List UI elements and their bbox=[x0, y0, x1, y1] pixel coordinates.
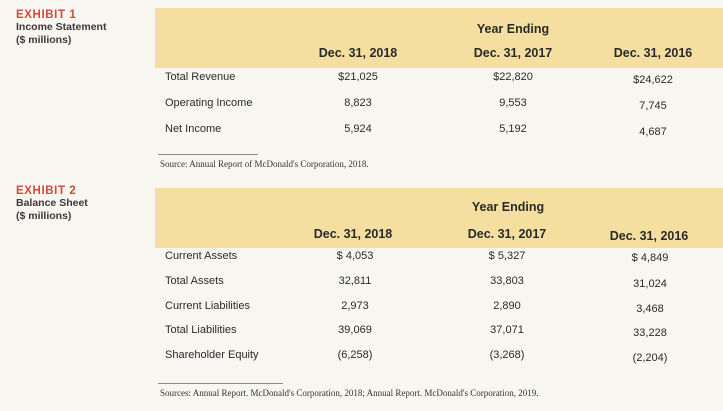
cell-2017: $22,820 bbox=[493, 71, 533, 83]
cell-2018: 5,924 bbox=[344, 123, 372, 135]
source-divider bbox=[158, 154, 258, 155]
table-row bbox=[165, 71, 723, 89]
exhibit-1-col-2017: Dec. 31, 2017 bbox=[473, 46, 553, 60]
cell-2018: 8,823 bbox=[344, 97, 372, 109]
cell-2016: (2,204) bbox=[632, 352, 668, 364]
exhibit-2-col-2016: Dec. 31, 2016 bbox=[609, 229, 689, 243]
cell-2018: 32,811 bbox=[338, 275, 372, 287]
cell-2017: 9,553 bbox=[499, 97, 527, 109]
table-row bbox=[165, 123, 723, 141]
row-label: Current Assets bbox=[165, 250, 238, 262]
cell-2018: (6,258) bbox=[337, 349, 373, 361]
cell-2018: $ 4,053 bbox=[336, 250, 374, 262]
row-label: Current Liabilities bbox=[165, 300, 250, 312]
cell-2017: $ 5,327 bbox=[488, 250, 526, 262]
row-label: Total Assets bbox=[165, 275, 224, 287]
exhibit-1-title: Income Statement bbox=[16, 21, 107, 33]
cell-2018: $21,025 bbox=[338, 71, 378, 83]
row-label: Operating Income bbox=[165, 97, 253, 109]
row-label: Total Liabilities bbox=[165, 324, 237, 336]
cell-2016: $24,622 bbox=[633, 74, 673, 86]
exhibit-2-title: Balance Sheet bbox=[16, 197, 88, 209]
cell-2016: 7,745 bbox=[639, 100, 667, 112]
table-row bbox=[165, 97, 723, 115]
exhibit-1-source: Source: Annual Report of McDonald's Corporation, 2018. bbox=[160, 159, 369, 169]
cell-2018: 2,973 bbox=[341, 300, 369, 312]
table-row bbox=[165, 250, 723, 268]
exhibit-1-heading bbox=[16, 9, 106, 47]
source-divider bbox=[158, 383, 283, 384]
exhibit-2-heading bbox=[16, 185, 88, 223]
cell-2016: $ 4,849 bbox=[631, 252, 669, 264]
row-label: Shareholder Equity bbox=[165, 349, 259, 361]
cell-2017: (3,268) bbox=[489, 349, 525, 361]
exhibit-2-label: EXHIBIT 2 bbox=[16, 185, 77, 197]
row-label: Net Income bbox=[165, 123, 222, 135]
exhibit-1-col-2018: Dec. 31, 2018 bbox=[318, 46, 398, 60]
exhibit-2-col-2017: Dec. 31, 2017 bbox=[467, 227, 547, 241]
row-label: Total Revenue bbox=[165, 71, 236, 83]
cell-2017: 33,803 bbox=[490, 275, 524, 287]
cell-2018: 39,069 bbox=[338, 324, 372, 336]
cell-2017: 2,890 bbox=[493, 300, 521, 312]
exhibit-1-label: EXHIBIT 1 bbox=[16, 9, 77, 21]
cell-2016: 31,024 bbox=[633, 278, 667, 290]
exhibit-2-source: Sources: Annual Report. McDonald's Corporation, 2018; Annual Report. McDonald's Corporation, 2019. bbox=[160, 388, 539, 398]
exhibit-2-group-header: Year Ending bbox=[471, 200, 545, 214]
cell-2016: 33,228 bbox=[633, 327, 667, 339]
exhibit-2-col-2018: Dec. 31, 2018 bbox=[313, 227, 393, 241]
cell-2016: 3,468 bbox=[636, 303, 664, 315]
table-row bbox=[165, 324, 723, 342]
exhibit-1-units: ($ millions) bbox=[16, 34, 72, 46]
cell-2017: 37,071 bbox=[490, 324, 524, 336]
table-row bbox=[165, 349, 723, 367]
exhibit-1-col-2016: Dec. 31, 2016 bbox=[613, 46, 693, 60]
exhibit-1-group-header: Year Ending bbox=[476, 22, 550, 36]
cell-2016: 4,687 bbox=[639, 126, 667, 138]
table-row bbox=[165, 275, 723, 293]
cell-2017: 5,192 bbox=[499, 123, 527, 135]
table-row bbox=[165, 300, 723, 318]
exhibit-2-units: ($ millions) bbox=[16, 210, 72, 222]
